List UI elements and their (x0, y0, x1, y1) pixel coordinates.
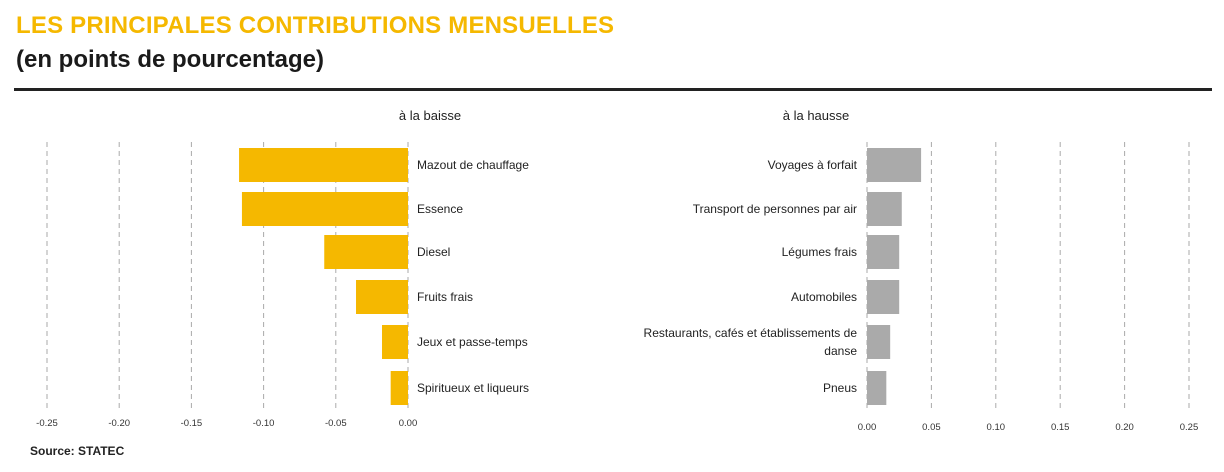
tick-label-increase-1: 0.05 (922, 422, 941, 433)
bar-increase-2 (867, 235, 899, 269)
bar-decrease-5 (391, 371, 408, 405)
tick-label-increase-3: 0.15 (1050, 422, 1070, 433)
tick-label-decrease-3: -0.10 (252, 418, 275, 429)
bar-decrease-2 (324, 235, 408, 269)
category-label-decrease-2: Diesel (417, 245, 451, 259)
bar-increase-0 (867, 148, 921, 182)
bar-decrease-4 (382, 325, 408, 359)
category-label-decrease-1: Essence (417, 202, 464, 216)
tick-label-decrease-2: -0.15 (180, 418, 203, 429)
tick-label-decrease-5: 0.00 (398, 418, 418, 429)
page-title: LES PRINCIPALES CONTRIBUTIONS MENSUELLES (16, 12, 615, 39)
tick-label-increase-4: 0.20 (1115, 422, 1134, 433)
category-label-decrease-3: Fruits frais (417, 290, 474, 304)
bar-increase-5 (867, 371, 886, 405)
category-label-increase-5: Pneus (822, 381, 857, 395)
bar-increase-1 (867, 192, 902, 226)
page-subtitle: (en points de pourcentage) (16, 46, 325, 73)
category-label-increase-1: Transport de personnes par air (692, 202, 857, 216)
tick-label-decrease-1: -0.20 (108, 418, 131, 429)
category-label-increase-2: Légumes frais (781, 245, 857, 259)
bar-decrease-0 (239, 148, 408, 182)
panel-title-decrease: à la baisse (398, 108, 462, 123)
source-note: Source: STATEC (30, 444, 125, 458)
category-label-decrease-4: Jeux et passe-temps (417, 335, 528, 349)
category-label-decrease-0: Mazout de chauffage (417, 158, 529, 172)
category-label-increase-3: Automobiles (790, 290, 857, 304)
category-label-decrease-5: Spiritueux et liqueurs (417, 381, 530, 395)
category-label-line: Restaurants, cafés et établissements de (643, 326, 857, 340)
category-label-increase-0: Voyages à forfait (767, 158, 857, 172)
panel-title-increase: à la hausse (782, 108, 850, 123)
bar-decrease-1 (242, 192, 408, 226)
tick-label-decrease-4: -0.05 (324, 418, 347, 429)
bar-decrease-3 (356, 280, 408, 314)
bar-increase-3 (867, 280, 899, 314)
tick-label-increase-2: 0.10 (986, 422, 1006, 433)
tick-label-decrease-0: -0.25 (36, 418, 58, 429)
bar-increase-4 (867, 325, 890, 359)
tick-label-increase-5: 0.25 (1179, 422, 1199, 433)
category-label-line: danse (824, 344, 857, 358)
category-label-increase-4 (644, 326, 858, 358)
tick-label-increase-0: 0.00 (857, 422, 877, 433)
